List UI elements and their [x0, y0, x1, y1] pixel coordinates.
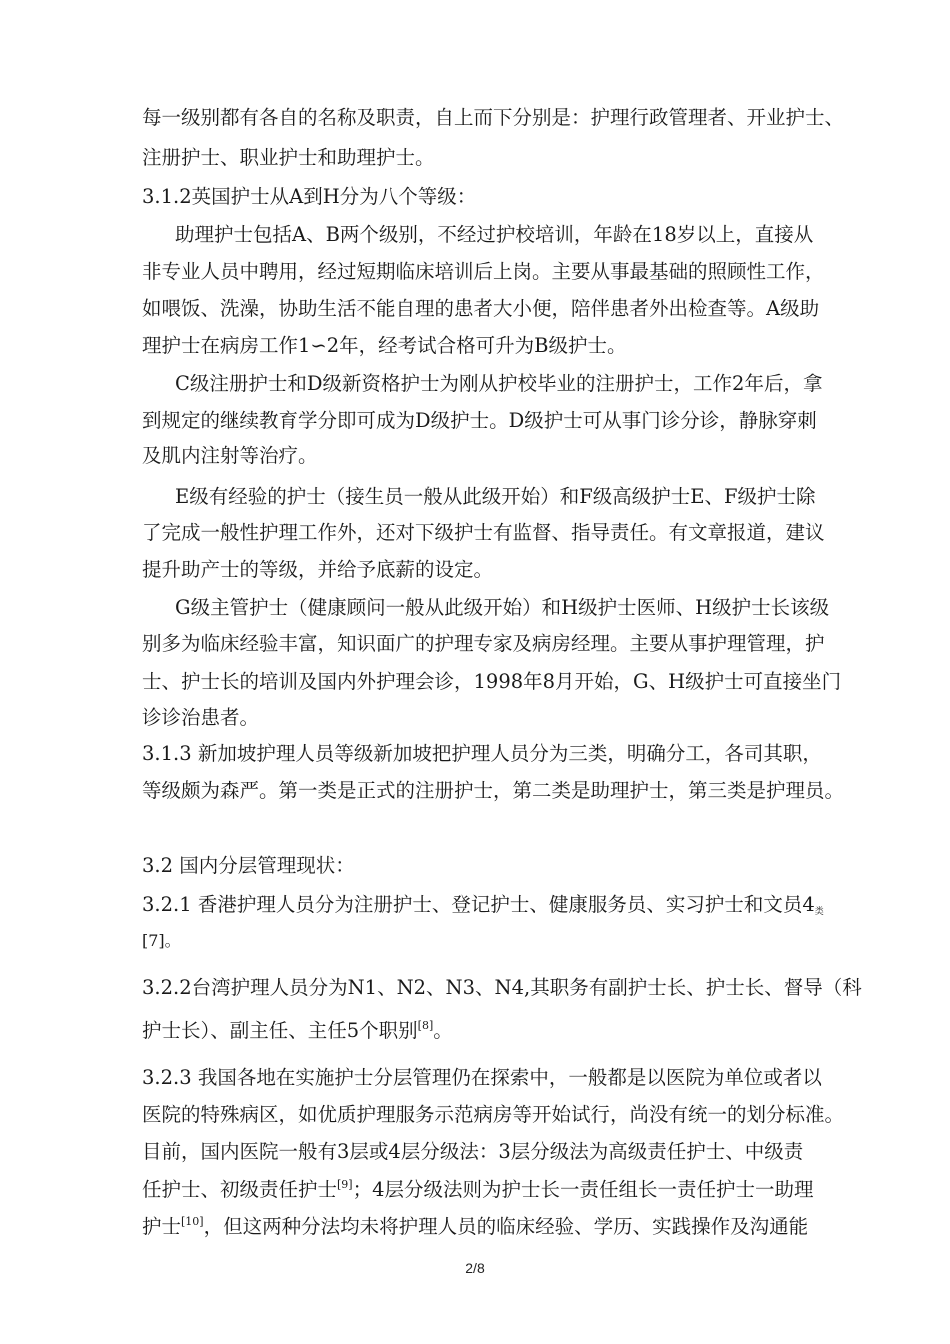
- text-line: [142, 1216, 808, 1237]
- text-line: 非专业人员中聘用，经过短期临床培训后上岗。主要从事最基础的照顾性工作，: [142, 260, 825, 283]
- text-line: 注册护士、职业护士和助理护士。: [142, 146, 435, 169]
- text-line: 诊诊治患者。: [142, 706, 260, 729]
- text-line: 提升助产士的等级，并给予底薪的设定。: [142, 558, 494, 581]
- text-line: G级主管护士（健康顾问一般从此级开始）和H级护士医师、H级护士长该级: [175, 596, 830, 619]
- text-span: 。: [433, 1019, 453, 1042]
- text-span: ；4层分级法则为护士长一责任组长一责任护士一助理: [352, 1178, 814, 1201]
- text-line: 目前，国内医院一般有3层或4层分级法：3层分级法为高级责任护士、中级责: [142, 1140, 804, 1163]
- text-line: 了完成一般性护理工作外，还对下级护士有监督、指导责任。有文章报道，建议: [142, 521, 825, 544]
- text-line: 等级颇为森严。第一类是正式的注册护士，第二类是助理护士，第三类是护理员。: [142, 779, 845, 802]
- text-line: 及肌内注射等治疗。: [142, 444, 318, 467]
- text-line: [142, 1020, 453, 1041]
- suffix-char: 类: [814, 907, 824, 917]
- text-line: C级注册护士和D级新资格护士为刚从护校毕业的注册护士，工作2年后，拿: [175, 372, 823, 395]
- text-line: 士、护士长的培训及国内外护理会诊，1998年8月开始，G、H级护士可直接坐门: [142, 670, 842, 693]
- section-heading: 3.2 国内分层管理现状：: [142, 854, 355, 877]
- text-line: 3.2.3 我国各地在实施护士分层管理仍在探索中，一般都是以医院为单位或者以: [142, 1066, 822, 1089]
- text-span: 护士长）、副主任、主任5个职别: [142, 1019, 418, 1042]
- section-heading: 3.2.2台湾护理人员分为N1、N2、N3、N4,其职务有副护士长、护士长、督导（科: [142, 976, 862, 999]
- text-line: 理护士在病房工作1∽2年，经考试合格可升为B级护士。: [142, 334, 627, 357]
- citation: [9]: [337, 1178, 353, 1191]
- page-number: 2/8: [465, 1260, 485, 1276]
- text-line: E级有经验的护士（接生员一般从此级开始）和F级高级护士E、F级护士除: [175, 485, 816, 508]
- section-heading: 3.1.3 新加坡护理人员等级新加坡把护理人员分为三类，明确分工，各司其职，: [142, 742, 822, 765]
- text-span: 3.2.1 香港护理人员分为注册护士、登记护士、健康服务员、实习护士和文员4: [142, 893, 815, 916]
- text-span: ，但这两种分法均未将护理人员的临床经验、学历、实践操作及沟通能: [203, 1215, 809, 1238]
- citation: [10]: [181, 1215, 204, 1228]
- text-line: 别多为临床经验丰富，知识面广的护理专家及病房经理。主要从事护理管理，护: [142, 632, 825, 655]
- text-line: [142, 895, 824, 917]
- text-span: 任护士、初级责任护士: [142, 1178, 338, 1201]
- text-span: 护士: [142, 1215, 182, 1238]
- text-line: 医院的特殊病区，如优质护理服务示范病房等开始试行，尚没有统一的划分标准。: [142, 1103, 845, 1126]
- text-line: [142, 1179, 814, 1200]
- text-line: 到规定的继续教育学分即可成为D级护士。D级护士可从事门诊分诊，静脉穿刺: [142, 409, 817, 432]
- section-heading: 3.1.2英国护士从A到H分为八个等级：: [142, 185, 477, 208]
- text-line: 每一级别都有各自的名称及职责，自上而下分别是：护理行政管理者、开业护士、: [142, 106, 845, 129]
- text-line: 如喂饭、洗澡，协助生活不能自理的患者大小便，陪伴患者外出检查等。A级助: [142, 297, 820, 320]
- citation: [8]: [417, 1019, 434, 1032]
- citation-line: [7]。: [142, 931, 181, 950]
- text-line: 助理护士包括A、B两个级别，不经过护校培训，年龄在18岁以上，直接从: [175, 223, 814, 246]
